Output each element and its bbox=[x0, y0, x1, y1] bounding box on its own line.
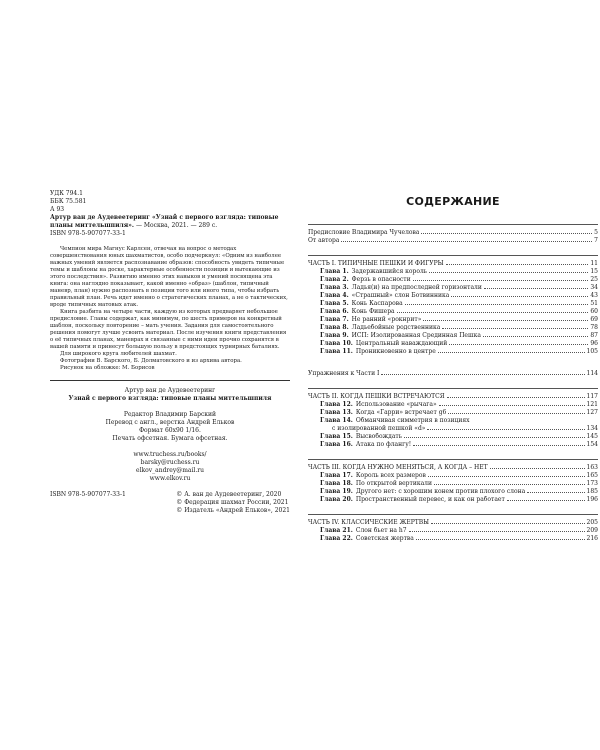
chapter-label: Глава 4. bbox=[320, 292, 349, 299]
part-heading bbox=[308, 393, 598, 401]
chapter-entry bbox=[308, 441, 598, 449]
chapter-label: Глава 11. bbox=[320, 348, 353, 355]
udk: УДК 794.1 bbox=[50, 190, 83, 197]
entry-title: Пространственный перевес, и как он работает bbox=[355, 496, 505, 503]
chapter-label: Глава 7. bbox=[320, 316, 349, 323]
toc-entry-text bbox=[320, 496, 505, 504]
chapter-label: Глава 9. bbox=[320, 332, 349, 339]
toc-entry-text bbox=[320, 401, 437, 409]
entry-title: Высвобождать bbox=[355, 433, 402, 440]
toc-front-entry bbox=[308, 237, 598, 245]
toc-entry-text bbox=[320, 480, 432, 488]
part-heading bbox=[308, 260, 598, 268]
chapter-label: Глава 8. bbox=[320, 324, 349, 331]
entry-title: Ладьебойные родственника bbox=[351, 324, 441, 331]
leader-dots bbox=[405, 304, 589, 305]
leader-dots bbox=[421, 233, 592, 234]
leader-dots bbox=[409, 531, 585, 532]
toc-title: СОДЕРЖАНИЕ bbox=[406, 195, 500, 208]
page-number: 69 bbox=[590, 316, 598, 323]
leader-dots bbox=[404, 437, 585, 438]
page-number: 43 bbox=[590, 292, 598, 299]
chapter-label: Глава 19. bbox=[320, 488, 353, 495]
leader-dots bbox=[416, 539, 585, 540]
chapter-entry bbox=[308, 340, 598, 348]
toc-body bbox=[308, 224, 598, 543]
entry-title: Когда «Гарри» встречает g6 bbox=[355, 409, 447, 416]
toc-entry-text bbox=[320, 340, 447, 348]
photo-credits: Фотографии В. Барского, Б. Долматовского и из архива автора. bbox=[60, 358, 242, 364]
entry-title: Конь Фишера bbox=[351, 308, 395, 315]
toc-entry-text bbox=[332, 425, 425, 433]
chapter-entry bbox=[308, 472, 598, 480]
entry-title: ЧАСТЬ II. КОГДА ПЕШКИ ВСТРЕЧАЮТСЯ bbox=[308, 393, 445, 400]
toc-entry-text bbox=[320, 441, 411, 449]
annotation-paragraph-3: Для широкого круга любителей шахмат. bbox=[60, 351, 177, 357]
entry-title: Обманчивая симметрия в позициях bbox=[355, 417, 470, 424]
entry-title: По открытой вертикали bbox=[355, 480, 432, 487]
toc-entry-text bbox=[320, 300, 403, 308]
page-number: 121 bbox=[586, 401, 598, 408]
toc-entry-text bbox=[308, 519, 429, 527]
entry-title: Ферзь в опасности bbox=[351, 276, 411, 283]
chapter-entry bbox=[308, 300, 598, 308]
cover-credit: Рисунок на обложке: М. Борисов bbox=[60, 365, 155, 371]
entry-title: ИСП: Изолированная Срединная Пешка bbox=[351, 332, 481, 339]
entry-title: Задержавшийся король bbox=[351, 268, 428, 275]
chapter-entry bbox=[308, 409, 598, 417]
page-number: 34 bbox=[590, 284, 598, 291]
toc-part bbox=[308, 459, 598, 504]
shelf-mark: А 93 bbox=[50, 206, 65, 213]
page-number: 60 bbox=[590, 308, 598, 315]
copyright-line: © Издатель «Андрей Ельков», 2021 bbox=[176, 507, 290, 514]
isbn-bottom: ISBN 978-5-907077-33-1 bbox=[50, 491, 126, 498]
leader-dots bbox=[507, 500, 585, 501]
chapter-entry bbox=[308, 276, 598, 284]
copyright-block bbox=[50, 491, 290, 515]
toc-front-matter bbox=[308, 224, 598, 245]
bbk: ББК 75.581 bbox=[50, 198, 87, 205]
page-number: 145 bbox=[586, 433, 598, 440]
leader-dots bbox=[484, 288, 589, 289]
part-heading bbox=[308, 464, 598, 472]
toc-part bbox=[308, 255, 598, 356]
copyright-line: © Федерация шахмат России, 2021 bbox=[176, 499, 289, 506]
chapter-entry bbox=[308, 527, 598, 535]
toc-entry-text bbox=[308, 393, 445, 401]
entry-title: От автора bbox=[308, 237, 340, 244]
print-info: Печать офсетная. Бумага офсетная. bbox=[112, 435, 228, 442]
page-number: 51 bbox=[590, 300, 598, 307]
website-books: www.truchess.ru/books/ bbox=[133, 451, 207, 458]
chapter-label: Глава 3. bbox=[320, 284, 349, 291]
toc-entry-text bbox=[320, 316, 421, 324]
page-number: 117 bbox=[586, 393, 598, 400]
toc-entry-text bbox=[320, 417, 470, 425]
chapter-entry bbox=[308, 324, 598, 332]
leader-dots bbox=[448, 413, 584, 414]
toc-entry-text bbox=[320, 472, 426, 480]
email-elkov: elkov_andrey@mail.ru bbox=[136, 467, 204, 474]
page-number: 78 bbox=[590, 324, 598, 331]
page-number: 165 bbox=[586, 472, 598, 479]
page-number: 5 bbox=[594, 229, 598, 236]
page-number: 11 bbox=[590, 260, 598, 267]
page-number: 196 bbox=[586, 496, 598, 503]
annotation-paragraph-1: Чемпион мира Магнус Карлсен, отвечая на вопрос о методах совершенствования юных шахматистов, особо подчеркнул: «Одним из наиболее важных умений является распознавание образов: способность увидеть типичные темы и шаблоны на доске, характерные особенности позиции и вытекающие из этого последствия». Развитию именно этих навыков и умений посвящена эта книга: она наглядно показывает, какой именно «образ» (шаблон, типичный маневр, план) нужно распознать в позиции того или иного типа, чтобы избрать правильный план. Речь идет именно о стратегических планах, а не о тактических, вроде типичных матовых атак. bbox=[50, 246, 288, 308]
entry-title: Конь Каспарова bbox=[351, 300, 403, 307]
chapter-entry bbox=[308, 433, 598, 441]
entry-title: Упражнения к Части I bbox=[308, 370, 380, 377]
leader-dots bbox=[449, 344, 588, 345]
entry-title: Не ранний «рокнрит» bbox=[351, 316, 422, 323]
chapter-label: Глава 16. bbox=[320, 441, 353, 448]
toc-entry-text bbox=[320, 332, 481, 340]
toc-front-entry bbox=[308, 229, 598, 237]
copyright-lines bbox=[176, 491, 290, 515]
toc-entry-text bbox=[320, 535, 414, 543]
leader-dots bbox=[413, 445, 584, 446]
toc-entry-text bbox=[308, 260, 444, 268]
toc-entry-text bbox=[320, 284, 482, 292]
entry-title: Предисловие Владимира Чучелова bbox=[308, 229, 420, 236]
page-number: 87 bbox=[590, 332, 598, 339]
toc-exercises bbox=[308, 366, 598, 378]
chapter-label: Глава 20. bbox=[320, 496, 353, 503]
entry-title: Советская жертва bbox=[355, 535, 414, 542]
book-title: Узнай с первого взгляда: типовые планы миттельшпиля bbox=[68, 395, 272, 402]
copyright-line: © А. ван де Аудевеетеринг, 2020 bbox=[176, 491, 282, 498]
entry-title: Атака по флангу! bbox=[355, 441, 412, 448]
leader-dots bbox=[439, 405, 585, 406]
chapter-label: Глава 22. bbox=[320, 535, 353, 542]
chapter-entry bbox=[308, 348, 598, 356]
toc-entry-text bbox=[320, 268, 427, 276]
page-number: 216 bbox=[586, 535, 598, 542]
biblio-author-title: Артур ван де Аудевеетеринг «Узнай с первого взгляда: типовые планы миттельшпиля». bbox=[50, 214, 279, 229]
leader-dots bbox=[341, 241, 592, 242]
book-author: Артур ван де Аудевеетеринг bbox=[124, 387, 216, 394]
toc-entry-text bbox=[320, 292, 449, 300]
chapter-entry bbox=[308, 417, 598, 425]
chapter-label: Глава 13. bbox=[320, 409, 353, 416]
chapter-label: Глава 1. bbox=[320, 268, 349, 275]
leader-dots bbox=[381, 374, 584, 375]
divider bbox=[50, 380, 290, 381]
page-number: 105 bbox=[586, 348, 598, 355]
chapter-entry bbox=[308, 488, 598, 496]
toc-entry-text bbox=[308, 370, 379, 378]
leader-dots bbox=[423, 320, 588, 321]
leader-dots bbox=[483, 336, 588, 337]
imprint-page bbox=[50, 190, 290, 515]
entry-title: Слон бьет на h7 bbox=[355, 527, 407, 534]
chapter-entry bbox=[308, 308, 598, 316]
toc-entry-text bbox=[308, 464, 488, 472]
chapter-label: Глава 10. bbox=[320, 340, 353, 347]
page-number: 205 bbox=[586, 519, 598, 526]
page-number: 185 bbox=[586, 488, 598, 495]
leader-dots bbox=[527, 492, 584, 493]
page-number: 134 bbox=[586, 425, 598, 432]
toc-entry-text bbox=[320, 527, 407, 535]
page-number: 25 bbox=[590, 276, 598, 283]
editor: Редактор Владимир Барский bbox=[123, 411, 217, 418]
entry-title: Ладья(и) на предпоследней горизонтали bbox=[351, 284, 482, 291]
page-number: 209 bbox=[586, 527, 598, 534]
toc-entry-text bbox=[308, 237, 339, 245]
chapter-label: Глава 17. bbox=[320, 472, 353, 479]
chapter-entry bbox=[308, 316, 598, 324]
entry-title: ЧАСТЬ III. КОГДА НУЖНО МЕНЯТЬСЯ, А КОГДА – НЕТ bbox=[308, 464, 488, 471]
chapter-label: Глава 12. bbox=[320, 401, 353, 408]
leader-dots bbox=[428, 476, 585, 477]
toc-entry-text bbox=[308, 229, 419, 237]
leader-dots bbox=[446, 264, 589, 265]
chapter-label: Глава 15. bbox=[320, 433, 353, 440]
biblio-place: — Москва, 2021. — 289 с. bbox=[135, 222, 218, 229]
bibliographic-record bbox=[50, 214, 290, 230]
leader-dots bbox=[451, 296, 588, 297]
toc-part bbox=[308, 388, 598, 449]
toc-entry-text bbox=[320, 348, 436, 356]
annotation-paragraph-2: Книга разбита на четыре части, каждую из которых предваряет небольшое предисловие. Главы содержат, как минимум, по шесть примеров на конкретный шаблон, поскольку повторение – мать учения. Задания для самостоятельного решения помогут лучше усвоить материал. После изучения книги представления о её типичных планах, маневрах и связанные с ними идеи прочно сохранятся в вашей памяти и принесут большую пользу в предстоящих турнирных баталиях. bbox=[50, 309, 287, 350]
contents-page bbox=[308, 190, 598, 553]
chapter-entry bbox=[308, 284, 598, 292]
toc-entry-text bbox=[320, 488, 525, 496]
leader-dots bbox=[442, 328, 588, 329]
toc-entry-text bbox=[320, 324, 440, 332]
entry-title: Использование «рычага» bbox=[355, 401, 437, 408]
chapter-entry bbox=[308, 496, 598, 504]
leader-dots bbox=[490, 468, 585, 469]
chapter-entry-continued bbox=[308, 425, 598, 433]
exercises-entry bbox=[308, 370, 598, 378]
leader-dots bbox=[447, 397, 585, 398]
email-barsky: barsky@ruchess.ru bbox=[140, 459, 200, 466]
chapter-label: Глава 2. bbox=[320, 276, 349, 283]
page-number: 173 bbox=[586, 480, 598, 487]
entry-title: Король всех размеров bbox=[355, 472, 426, 479]
entry-title: Проникновенно в центре bbox=[355, 348, 436, 355]
website-elkov: www.elkov.ru bbox=[149, 475, 191, 482]
page-number: 114 bbox=[586, 370, 598, 377]
toc-entry-text bbox=[320, 276, 411, 284]
chapter-label: Глава 21. bbox=[320, 527, 353, 534]
isbn-top: ISBN 978-5-907077-33-1 bbox=[50, 230, 126, 237]
chapter-entry bbox=[308, 292, 598, 300]
leader-dots bbox=[434, 484, 585, 485]
chapter-entry bbox=[308, 480, 598, 488]
entry-title: «Страшный» слон Ботвинника bbox=[351, 292, 450, 299]
page-number: 15 bbox=[590, 268, 598, 275]
leader-dots bbox=[438, 352, 585, 353]
page-number: 127 bbox=[586, 409, 598, 416]
toc-entry-text bbox=[320, 308, 395, 316]
translator: Перевод с англ., верстка Андрей Ельков bbox=[105, 419, 235, 426]
part-heading bbox=[308, 519, 598, 527]
page-number: 7 bbox=[594, 237, 598, 244]
chapter-label: Глава 18. bbox=[320, 480, 353, 487]
toc-part bbox=[308, 514, 598, 543]
leader-dots bbox=[427, 429, 584, 430]
page-number: 154 bbox=[586, 441, 598, 448]
leader-dots bbox=[429, 272, 588, 273]
toc-entry-text bbox=[320, 409, 446, 417]
chapter-label: Глава 14. bbox=[320, 417, 353, 424]
entry-title: ЧАСТЬ IV. КЛАССИЧЕСКИЕ ЖЕРТВЫ bbox=[308, 519, 430, 526]
leader-dots bbox=[397, 312, 589, 313]
page-number: 163 bbox=[586, 464, 598, 471]
page-number: 96 bbox=[590, 340, 598, 347]
format: Формат 60х90 1/16. bbox=[139, 427, 201, 434]
chapter-entry bbox=[308, 268, 598, 276]
chapter-entry bbox=[308, 535, 598, 543]
leader-dots bbox=[413, 280, 589, 281]
chapter-label: Глава 6. bbox=[320, 308, 349, 315]
toc-entry-text bbox=[320, 433, 402, 441]
chapter-entry bbox=[308, 401, 598, 409]
chapter-entry bbox=[308, 332, 598, 340]
chapter-label: Глава 5. bbox=[320, 300, 349, 307]
entry-title: с изолированной пешкой «d» bbox=[332, 425, 426, 432]
entry-title: ЧАСТЬ I. ТИПИЧНЫЕ ПЕШКИ И ФИГУРЫ bbox=[308, 260, 444, 267]
entry-title: Другого нет: с хорошим конем против плохого слона bbox=[355, 488, 526, 495]
entry-title: Центральный наваждающий bbox=[355, 340, 448, 347]
leader-dots bbox=[431, 523, 585, 524]
